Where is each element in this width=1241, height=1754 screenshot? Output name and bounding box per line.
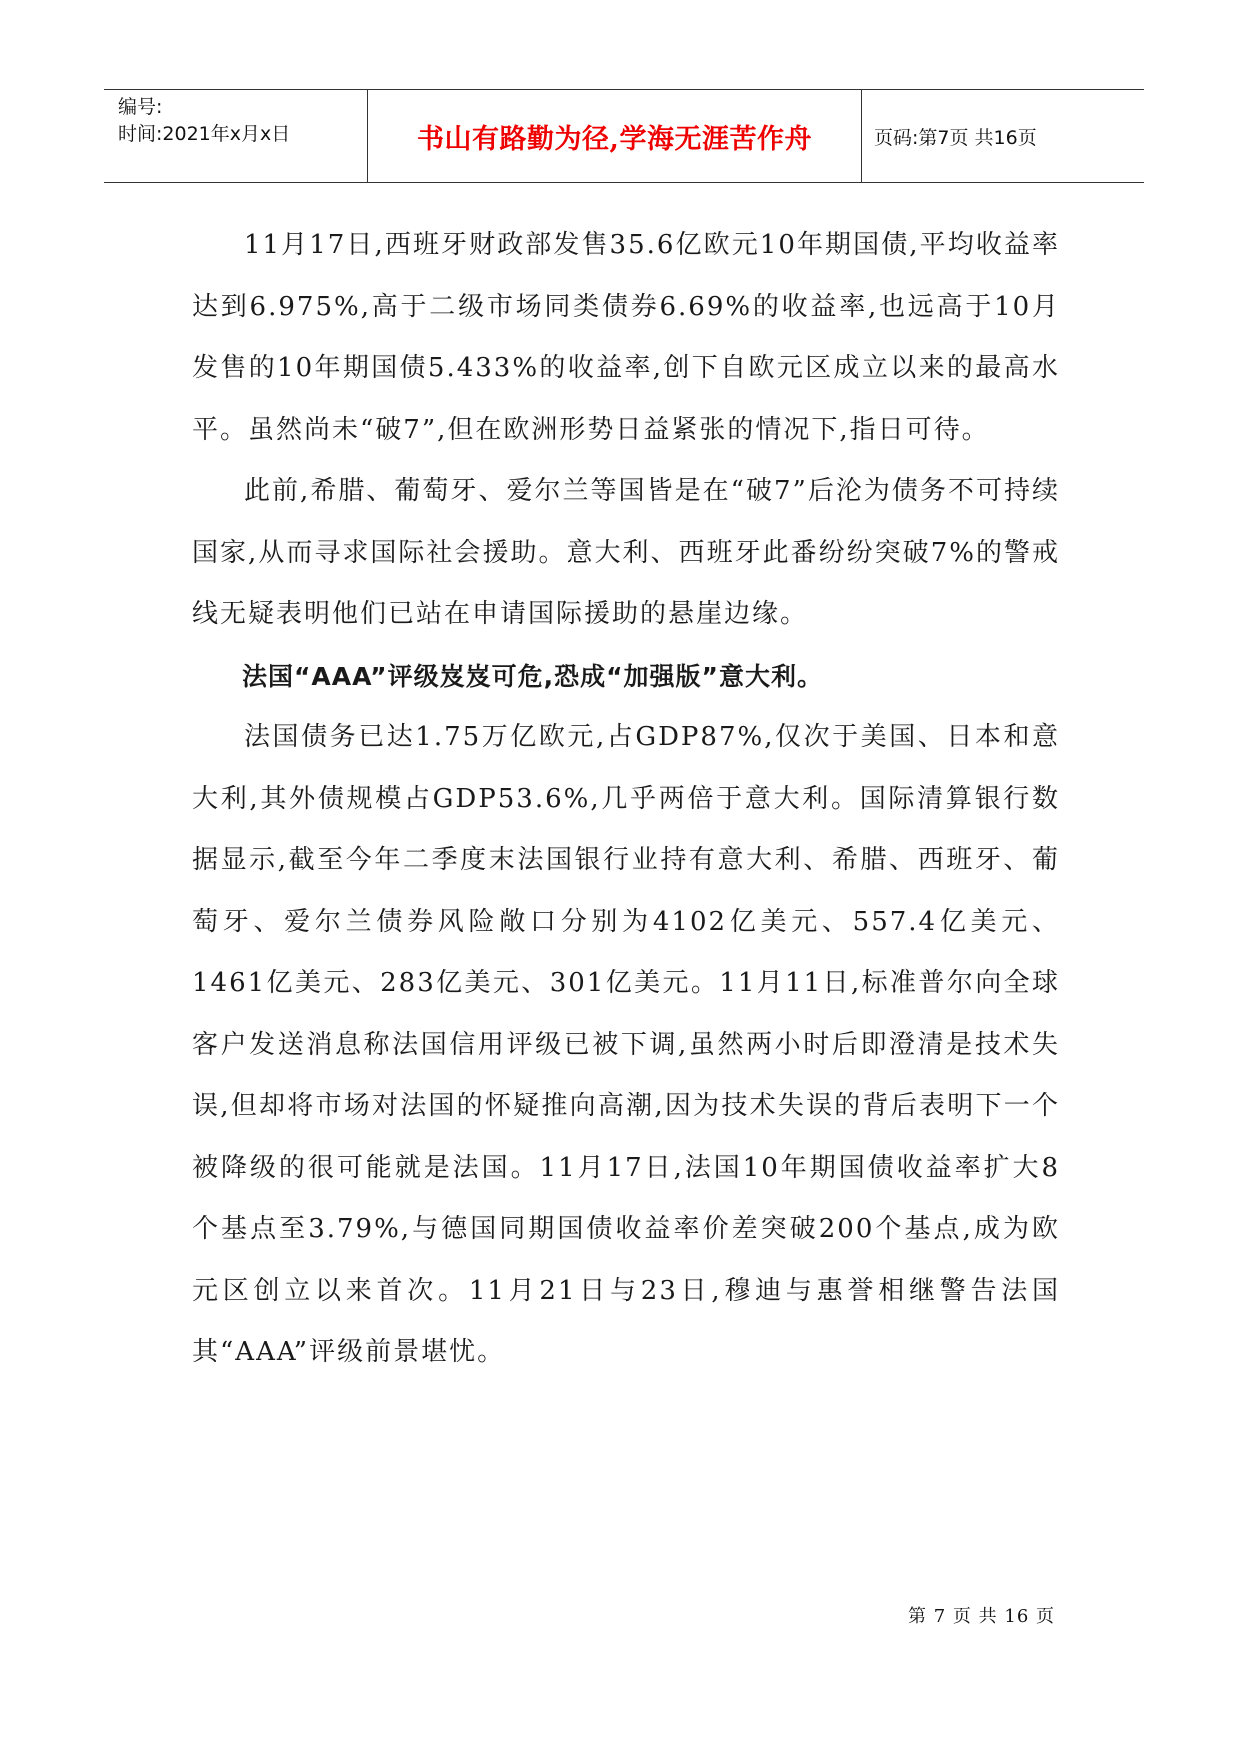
time-label: 时间:2021年x月x日 (118, 123, 291, 145)
page-footer: 第 7 页 共 16 页 (908, 1606, 1055, 1627)
serial-label: 编号: (118, 96, 163, 118)
section-heading-france: 法国“AAA”评级岌岌可危,恐成“加强版”意大利。 (242, 661, 823, 691)
paragraph-break-seven: 此前,希腊、葡萄牙、爱尔兰等国皆是在“破7”后沦为债务不可持续国家,从而寻求国际社会援助。意大利、西班牙此番纷纷突破7%的警戒线无疑表明他们已站在申请国际援助的悬崖边缘。 (192, 476, 1060, 629)
header-meta (104, 90, 368, 182)
page-header (104, 89, 1144, 183)
document-body (192, 215, 1060, 1384)
paragraph-france-debt: 法国债务已达1.75万亿欧元,占GDP87%,仅次于美国、日本和意大利,其外债规模占GDP53.6%,几乎两倍于意大利。国际清算银行数据显示,截至今年二季度末法国银行业持有意大利、希腊、西班牙、葡萄牙、爱尔兰债券风险敞口分别为4102亿美元、557.4亿美元、1461亿美元、283亿美元、301亿美元。11月11日,标准普尔向全球客户发送消息称法国信用评级已被下调,虽然两小时后即澄清是技术失误,但却将市场对法国的怀疑推向高潮,因为技术失误的背后表明下一个被降级的很可能就是法国。11月17日,法国10年期国债收益率扩大8个基点至3.79%,与德国同期国债收益率价差突破200个基点,成为欧元区创立以来首次。11月21日与23日,穆迪与惠誉相继警告法国其“AAA”评级前景堪忧。 (192, 722, 1060, 1367)
header-page-code (862, 90, 1144, 182)
paragraph-spain-bonds: 11月17日,西班牙财政部发售35.6亿欧元10年期国债,平均收益率达到6.975%,高于二级市场同类债券6.69%的收益率,也远高于10月发售的10年期国债5.433%的收益率,创下自欧元区成立以来的最高水平。虽然尚未“破7”,但在欧洲形势日益紧张的情况下,指日可待。 (192, 230, 1060, 445)
header-motto-cell (368, 90, 862, 182)
motto-text: 书山有路勤为径,学海无涯苦作舟 (417, 123, 812, 155)
page-code-text: 页码:第7页 共16页 (874, 126, 1037, 149)
